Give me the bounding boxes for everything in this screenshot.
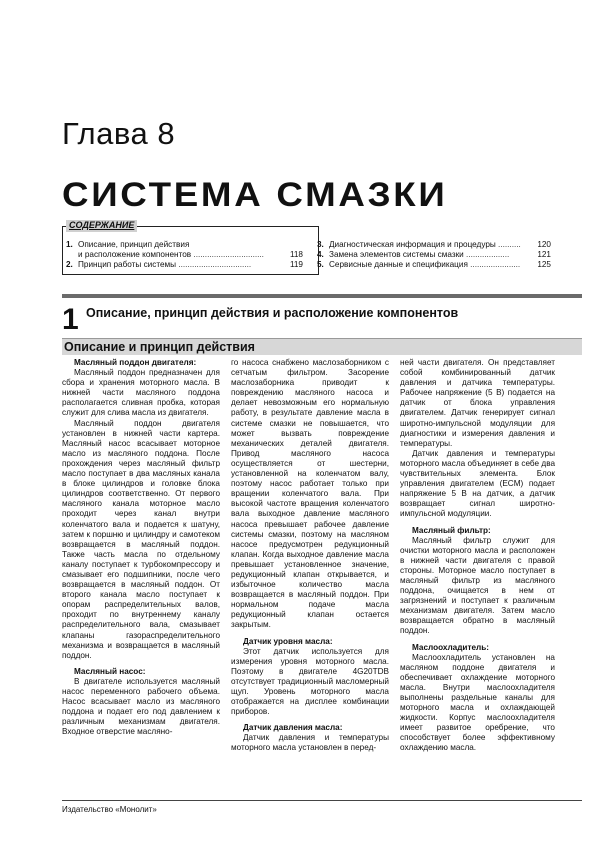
toc-dots: ...................... [467, 260, 521, 269]
toc-item-page: 120 [537, 240, 551, 249]
toc-item-5[interactable] [317, 260, 551, 270]
text-column-2 [231, 358, 389, 754]
toc-item-num: 2. [66, 260, 73, 269]
heading-oil-pressure-sensor: Датчик давления масла: [243, 723, 343, 733]
toc-item-text: и расположение компонентов [78, 250, 192, 259]
section-number: 1 [62, 303, 79, 336]
toc-item-4[interactable] [317, 250, 551, 260]
toc-item-1[interactable] [66, 240, 189, 250]
text-column-1 [62, 358, 220, 737]
toc-item-page: 125 [537, 260, 551, 269]
paragraph: Этот датчик используется для измерения уровня моторного масла. Поэтому в двигателе 4G20TDB отсутствует традиционный масломерный щуп. Уровень моторного масла отображается на дисплее комбинации приборов. [231, 646, 389, 717]
toc-dots: ................................ [176, 260, 252, 269]
paragraph: Маслоохладитель установлен на масляном поддоне двигателя и обеспечивает охлаждение моторного масла. Внутри маслоохладителя выполнены раздельные каналы для моторного масла и охлаждающей жидкости. Корпус маслоохладителя имеет развитое оребрение, что способствует более эффективному охлаждению масла. [400, 652, 555, 753]
heading-oil-pan: Масляный поддон двигателя: [74, 358, 197, 367]
toc-item-num: 4. [317, 250, 324, 259]
toc-item-2[interactable] [66, 260, 303, 270]
toc-item-1-cont[interactable] [78, 250, 303, 260]
heading-oil-pump: Масляный насос: [74, 666, 146, 676]
paragraph: Датчик давления и температуры моторного масла объединяет в себе два чувствительных элемента. Блок управления двигателем (ECM) подает напряжение 5 В на датчик, а датчик возвращает сигнал широтно-импульсной модуляции. [400, 448, 555, 519]
text-column-3 [400, 358, 555, 754]
footer-rule [62, 800, 582, 801]
heading-oil-level-sensor: Датчик уровня масла: [243, 636, 333, 646]
toc-item-text: Описание, принцип действия [78, 240, 190, 249]
paragraph: Масляный фильтр служит для очистки моторного масла и расположен в нижней части двигателя с правой стороны. Моторное масло поступает в масляный фильтр из масляного поддона, очищается в нем от загрязнений и поступает к различным механизмам двигателя. Затем масло возвращается обратно в масляный поддон. [400, 535, 555, 636]
toc-item-num: 1. [66, 240, 73, 249]
toc-dots: ............................... [191, 250, 264, 259]
chapter-title: СИСТЕМА СМАЗКИ [62, 176, 448, 214]
heading-oil-filter: Масляный фильтр: [412, 525, 491, 535]
paragraph: В двигателе используется масляный насос переменного рабочего объема. Насос всасывает масло из масляного поддона и подает его под давлением к различным механизмам двигателя. Входное отверстие масляно- [62, 676, 220, 737]
toc-item-text: Сервисные данные и спецификация [329, 260, 468, 269]
section-title: Описание, принцип действия и расположение компонентов [86, 306, 459, 320]
toc-tab: СОДЕРЖАНИЕ [66, 220, 137, 232]
paragraph: ней части двигателя. Он представляет собой комбинированный датчик давления и датчика температуры. Рабочее напряжение (5 В) подается на датчик от блока управления двигателем. Датчик генерирует сигнал широтно-импульсной модуляции для диагностики и измерения давления и температуры. [400, 358, 555, 448]
chapter-label: Глава 8 [62, 116, 176, 151]
heading-oil-cooler: Маслоохладитель: [412, 642, 489, 652]
toc-item-num: 5. [317, 260, 324, 269]
toc-dots: .......... [495, 240, 521, 249]
toc-dots: ................... [463, 250, 510, 259]
section-rule [62, 294, 582, 298]
toc-item-page: 119 [289, 260, 303, 269]
toc-item-num: 3. [317, 240, 324, 249]
toc-item-text: Замена элементов системы смазки [329, 250, 464, 259]
paragraph: Датчик давления и температуры моторного масла установлен в перед- [231, 733, 389, 753]
paragraph: Масляный поддон предназначен для сбора и хранения моторного масла. В нижней части масляного поддона располагается сливная пробка, которая служит для слива масла из двигателя. [62, 368, 220, 418]
paragraph: Масляный поддон двигателя установлен в нижней части картера. Масляный насос всасывает моторное масло из масляного поддона. После прохождения через масляный фильтр масло поступает в два масляных канала в блоке цилиндров и головке блока цилиндров соответственно. От первого масляного канала моторное масло проходит через канал внутри коленчатого вала и подается к шатуну, затем к поршню и цилиндру и самотеком возвращается в масляный поддон. Также часть масла по отдельному каналу поступает к турбокомпрессору и смазывает его подшипники, после чего возвращается в масляный поддон. От второго канала масло поступает к опорам распределительных валов, проходит по внутреннему каналу распределительного вала, смазывает клапаны газораспределительного механизма и возвращается в масляный поддон. [62, 418, 220, 660]
toc-item-text: Принцип работы системы [78, 260, 177, 269]
toc-item-3[interactable] [317, 240, 551, 250]
toc-item-page: 118 [289, 250, 303, 259]
toc-item-text: Диагностическая информация и процедуры [329, 240, 496, 249]
toc-item-page: 121 [537, 250, 551, 259]
paragraph: го насоса снабжено маслозаборником с сетчатым фильтром. Засорение маслозаборника приводит к повреждению масляного насоса и делает невозможным его нормальную работу, в результате давление масла в системе смазки не повышается, что может вызвать повреждение механических деталей двигателя. Привод масляного насоса осуществляется от шестерни, установленной на коленчатом валу, поэтому насос работает только при вращении коленчатого вала. При высокой частоте вращения коленчатого вала выходное давление масляного насоса превышает рабочее давление системы смазки, поэтому на масляном насосе предусмотрен редукционный клапан. Когда выходное давление масла превышает установленное значение, редукционный клапан открывается, и избыточное количество масла возвращается в масляный поддон. При нормальном подаче масла редукционный клапан остается закрытым. [231, 358, 389, 630]
subheading: Описание и принцип действия [64, 340, 255, 354]
publisher: Издательство «Монолит» [62, 805, 157, 814]
